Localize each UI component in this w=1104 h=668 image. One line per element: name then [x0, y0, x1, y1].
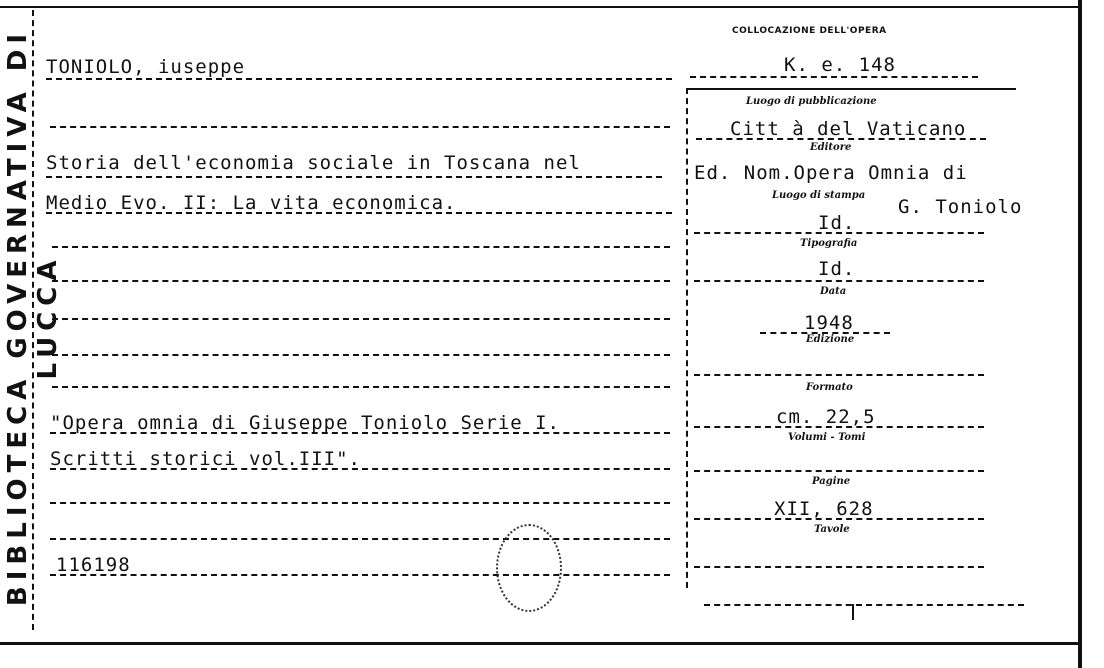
title-line-1: Storia dell'economia sociale in Toscana nel [46, 152, 581, 174]
right-edge [1078, 0, 1082, 668]
bottom-right-rule [704, 604, 1024, 606]
series-line-1: "Opera omnia di Giuseppe Toniolo Serie I. [50, 412, 560, 434]
bottom-border [0, 642, 1080, 645]
volumi-label: Volumi - Tomi [788, 432, 866, 443]
inventory-rule [50, 574, 670, 576]
luogo-pubblicazione-rule [696, 138, 986, 140]
luogo-pubblicazione-value: Citt à del Vaticano [730, 118, 967, 140]
top-border [0, 6, 1080, 8]
formato-label: Formato [806, 382, 853, 393]
tipografia-rule [694, 280, 984, 282]
rule-3 [52, 280, 670, 282]
rule-2 [52, 246, 670, 248]
title-line-2-rule [46, 212, 672, 214]
edizione-rule [694, 374, 984, 376]
right-panel-top [686, 88, 1016, 90]
tipografia-label: Tipografia [800, 238, 858, 249]
edizione-label: Edizione [806, 334, 855, 345]
rule-4 [52, 318, 670, 320]
rule-6 [52, 386, 670, 388]
rule-7 [50, 502, 670, 504]
pagine-value: XII, 628 [774, 498, 874, 520]
data-value: 1948 [804, 312, 854, 334]
luogo-pubblicazione-label: Luogo di pubblicazione [746, 96, 877, 107]
formato-rule [694, 426, 984, 428]
rule-1 [50, 126, 670, 128]
collocazione-line [690, 76, 978, 78]
tick-mark [852, 604, 854, 620]
library-stamp: BIBLIOTECA GOVERNATIVA DI LUCCA [3, 27, 63, 607]
title-line-1-rule [46, 176, 662, 178]
right-panel-divider [686, 88, 688, 588]
rule-5 [52, 354, 670, 356]
rule-8 [50, 538, 670, 540]
series-line-2: Scritti storici vol.III". [50, 448, 361, 470]
editore-label: Editore [810, 142, 852, 153]
tipografia-value: Id. [818, 258, 856, 280]
data-label: Data [820, 286, 847, 297]
binding-hole [496, 524, 562, 612]
title-line-2: Medio Evo. II: La vita economica. [46, 192, 457, 214]
editore-value: Ed. Nom.Opera Omnia di [694, 162, 968, 184]
tavole-label: Tavole [814, 524, 850, 535]
luogo-stampa-value: Id. [818, 212, 856, 234]
author: TONIOLO, iuseppe [46, 56, 246, 78]
series-line-1-rule [50, 432, 670, 434]
tavole-rule [694, 566, 984, 568]
formato-value: cm. 22,5 [776, 406, 876, 428]
luogo-stampa-rule [694, 232, 984, 234]
pagine-rule [694, 518, 984, 520]
inventory-number: 116198 [56, 554, 131, 576]
series-line-2-rule [50, 468, 670, 470]
author-line [46, 78, 672, 80]
pagine-label: Pagine [812, 476, 851, 487]
luogo-stampa-label: Luogo di stampa [772, 190, 866, 201]
collocazione-value: K. e. 148 [784, 54, 896, 76]
volumi-rule [694, 470, 984, 472]
editore-value-2: G. Toniolo [898, 196, 1023, 218]
collocazione-label: COLLOCAZIONE DELL'OPERA [732, 26, 887, 36]
